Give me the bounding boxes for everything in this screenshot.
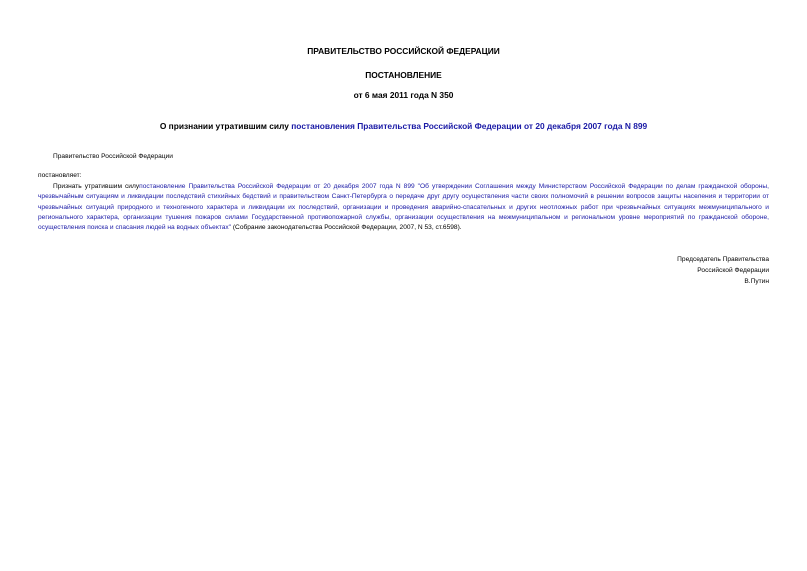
document-date-number: от 6 мая 2011 года N 350	[353, 90, 454, 100]
paragraph-reference-link[interactable]: постановление Правительства Российской Федерации от 20 декабря 2007 года N 899 "Об утверждении Соглашения между Министерством Российской Федерации по делам гражданской обороны, чрезвычайным ситуациям и ликвидации последствий стихийных бедствий и правительством Санкт-Петербурга о передаче друг другу осуществления части своих полномочий в решении вопросов защиты населения и территории от чрезвычайных ситуаций природного и техногенного характера и ликвидации их последствий, организации и проведения аварийно-спасательных и других неотложных работ при чрезвычайных ситуациях межмуниципального и регионального характера, организации тушения пожаров силами Государственной противопожарной службы, организации осуществления на межмуниципальном и региональном уровне мероприятий по гражданской обороне, осуществления поиска и спасания людей на водных объектах"	[38, 183, 769, 232]
title-prefix: О признании утратившим силу	[159, 121, 292, 131]
decree-word: постановляет:	[38, 172, 82, 179]
signature-block	[677, 254, 769, 287]
intro-text: Правительство Российской Федерации	[53, 153, 173, 160]
paragraph-prefix: Признать утратившим силу	[53, 183, 140, 190]
decree-paragraph	[38, 182, 769, 233]
signature-name: В.Путин	[744, 278, 769, 285]
document-title	[0, 121, 807, 131]
paragraph-suffix: (Собрание законодательства Российской Федерации, 2007, N 53, ст.6598).	[231, 224, 462, 232]
signature-organization: Российской Федерации	[697, 267, 769, 274]
government-heading: ПРАВИТЕЛЬСТВО РОССИЙСКОЙ ФЕДЕРАЦИИ	[307, 46, 500, 56]
signature-position: Председатель Правительства	[677, 256, 769, 263]
document-type-heading: ПОСТАНОВЛЕНИЕ	[365, 70, 442, 80]
title-reference-link[interactable]: постановления Правительства Российской Федерации от 20 декабря 2007 года N 899	[291, 121, 648, 131]
